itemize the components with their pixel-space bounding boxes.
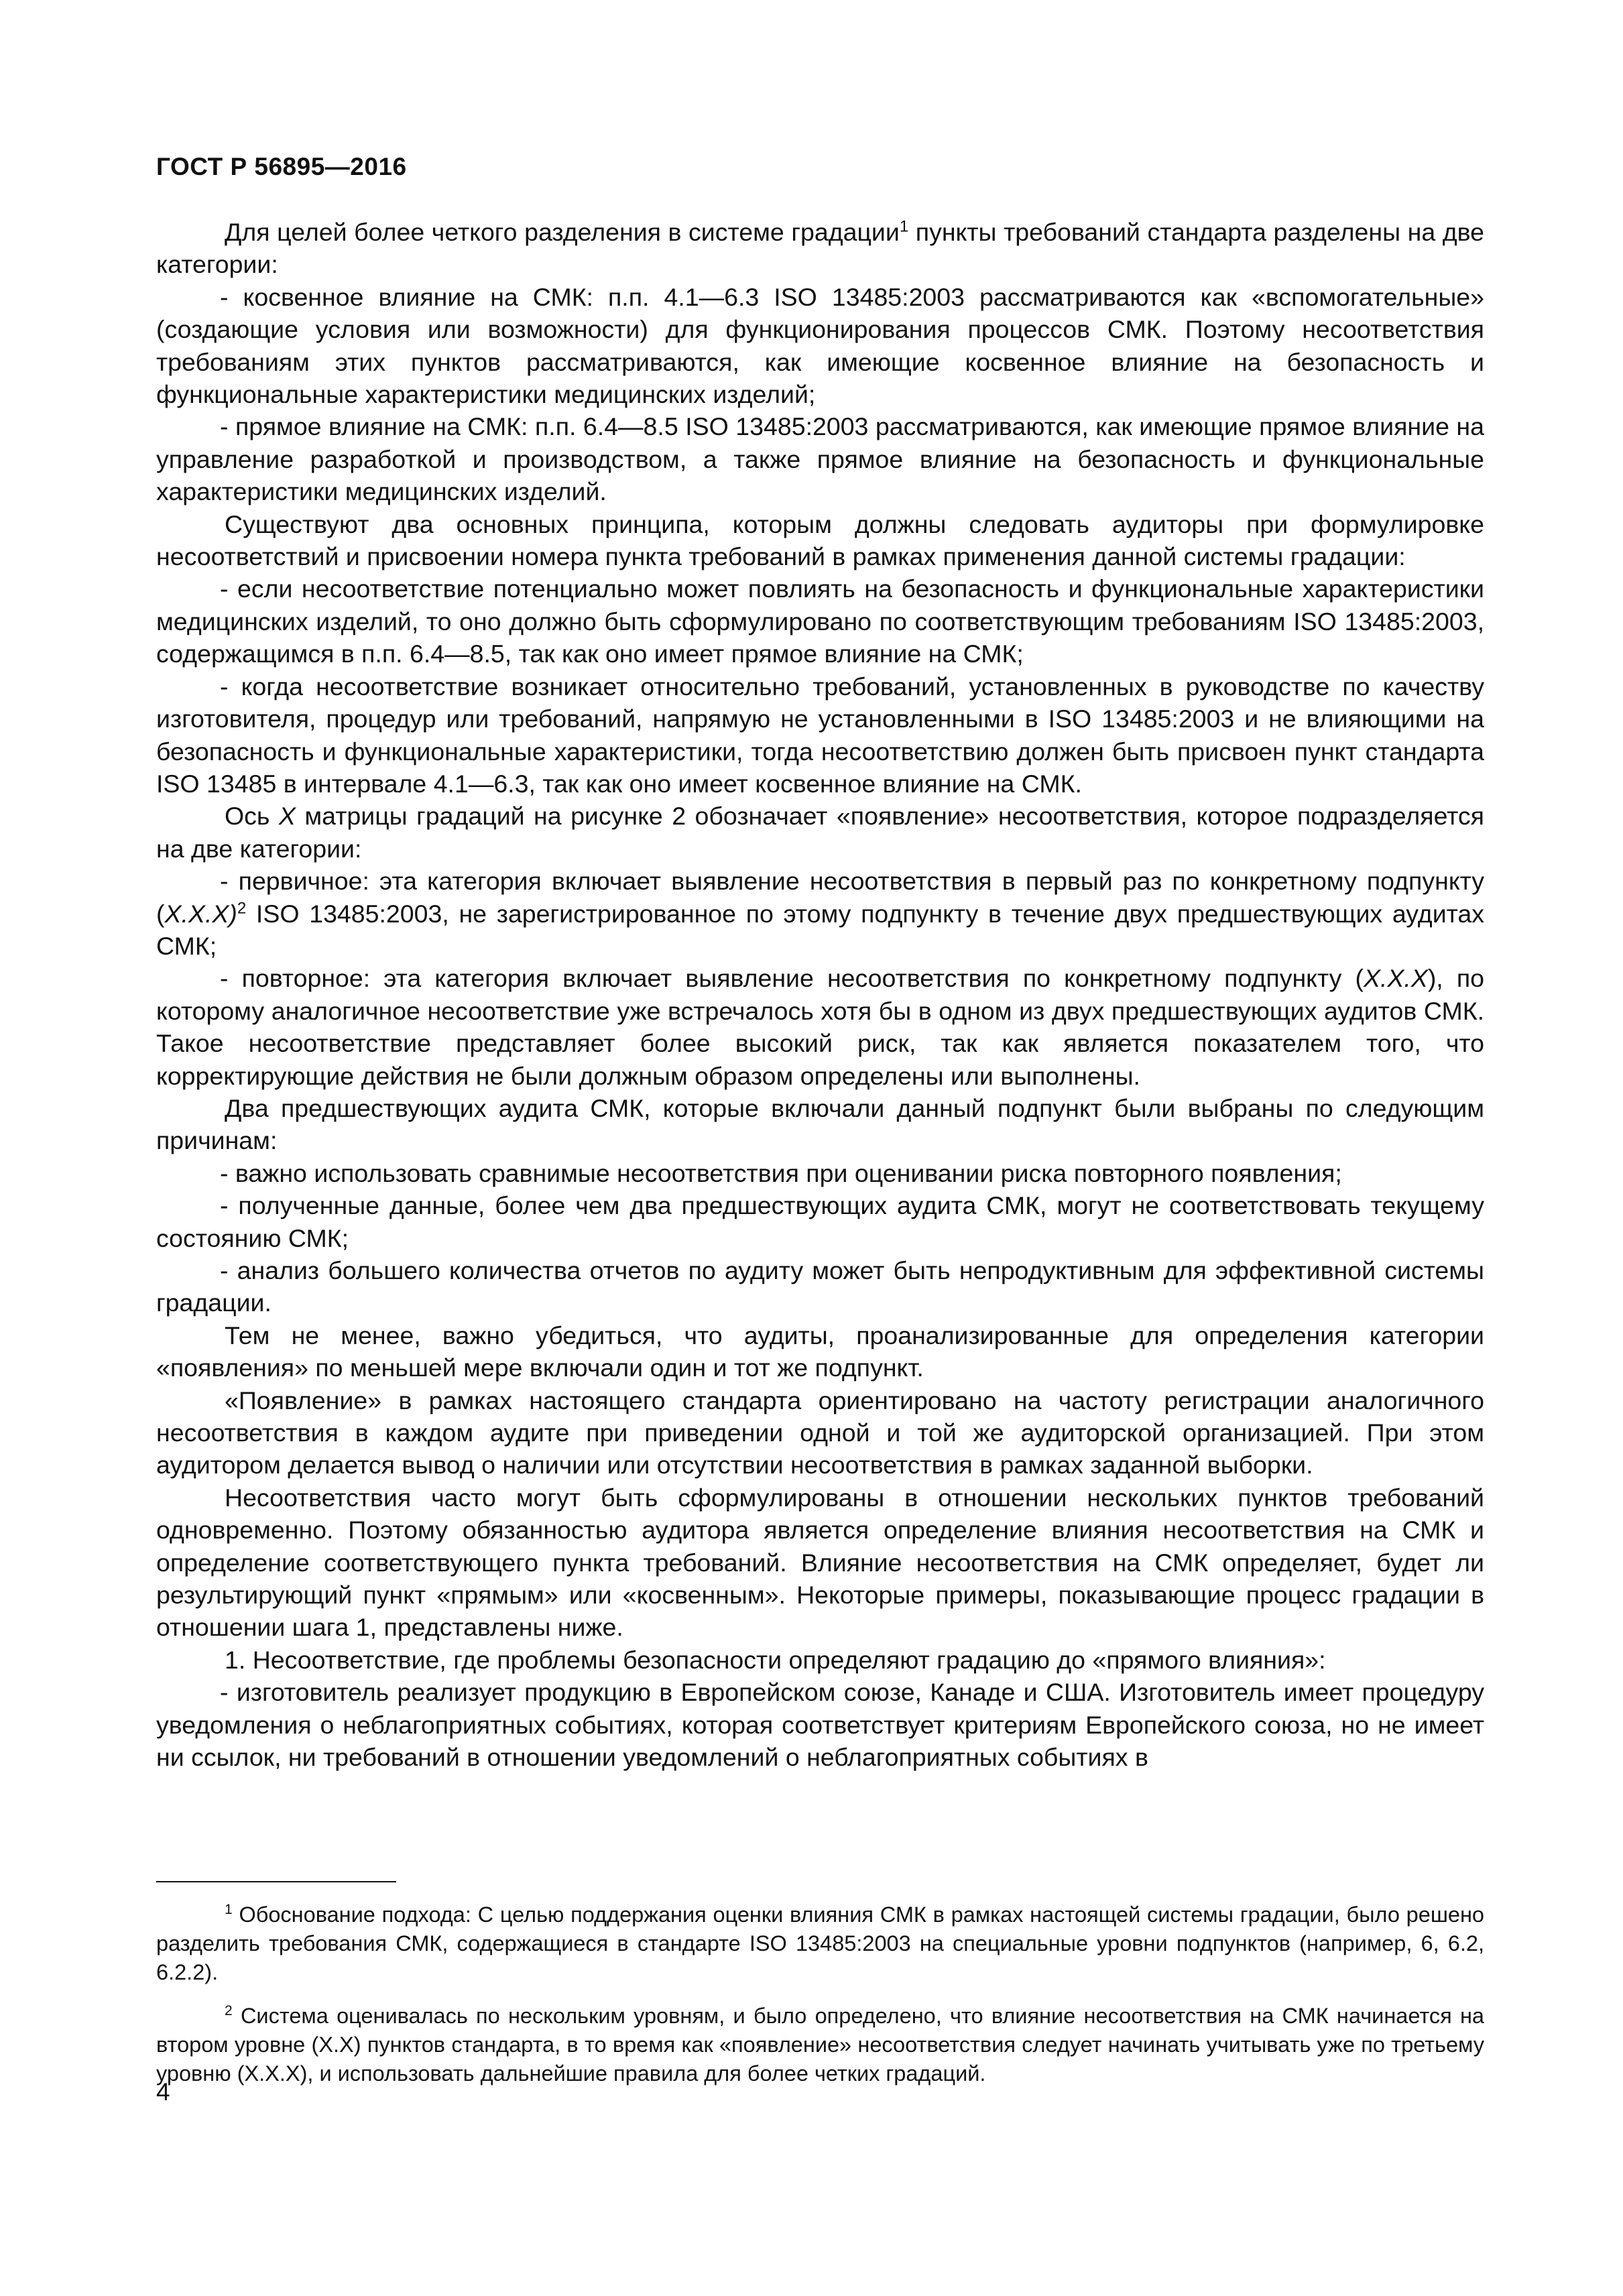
list-item-primary: [156, 865, 1484, 962]
footnote-1-text: Обоснование подхода: С целью поддержания оценки влияния СМК в рамках настоящей системы градации, было решено разделить требования СМК, содержащиеся в стандарте ISO 13485:2003 на специальные уровни подпунктов (например, 6, 6.2, 6.2.2).: [156, 1902, 1484, 1984]
footnote-ref-2[interactable]: 2: [237, 899, 247, 918]
footnote-2-number: 2: [225, 2003, 233, 2019]
footnote-ref-1[interactable]: 1: [899, 217, 909, 236]
footnote-2: [156, 2002, 1484, 2088]
paragraph-intro-text: Для целей более четкого разделения в системе градации: [225, 218, 900, 246]
list-item-indirect-influence: - косвенное влияние на СМК: п.п. 4.1—6.3 ISO 13485:2003 рассматриваются как «вспомогательные» (создающие условия или возможности) для функционирования процессов СМК. Поэтому несоответствия требованиям этих пунктов рассматриваются, как имеющие косвенное влияние на безопасность и функциональные характеристики медицинских изделий;: [156, 282, 1484, 409]
document-header: ГОСТ Р 56895—2016: [156, 153, 407, 180]
paragraph-nonconformities: Несоответствия часто могут быть сформулированы в отношении нескольких пунктов требований одновременно. Поэтому обязанностью аудитора является определение влияния несоответствия на СМК и определение соответствующего пункта требований. Влияние несоответствия на СМК определяет, будет ли результирующий пункт «прямым» или «косвенным». Некоторые примеры, показывающие процесс градации в отношении шага 1, представлены ниже.: [156, 1483, 1484, 1642]
paragraph-two-audits: Два предшествующих аудита СМК, которые включали данный подпункт были выбраны по следующим причинам:: [156, 1093, 1484, 1155]
footnote-1: [156, 1900, 1484, 1987]
paragraph-occurrence: «Появление» в рамках настоящего стандарта ориентировано на частоту регистрации аналогичного несоответствия в каждом аудите при приведении одной и той же аудиторской организацией. При этом аудитором делается вывод о наличии или отсутствии несоответствия в рамках заданной выборки.: [156, 1386, 1484, 1479]
list-item-principle-safety: - если несоответствие потенциально может повлиять на безопасность и функциональные характеристики медицинских изделий, то оно должно быть сформулировано по соответствующим требованиям ISO 13485:2003, содержащимся в п.п. 6.4—8.5, так как оно имеет прямое влияние на СМК;: [156, 575, 1484, 668]
paragraph-intro-rest: пункты требований стандарта разделены на две категории:: [156, 218, 1485, 279]
paragraph-intro: [156, 216, 1484, 281]
list-item-repeat: [156, 962, 1484, 1092]
footnote-2-text: Система оценивалась по нескольким уровням, и было определено, что влияние несоответствия на СМК начинается на втором уровне (X.X) пунктов стандарта, в то время как «появление» несоответствия следует начинать учитывать уже по третьему уровню (X.X.X), и использовать дальнейшие правила для более четких градаций.: [156, 2004, 1484, 2086]
list-item-principle-quality-manual: - когда несоответствие возникает относительно требований, установленных в руководстве по качеству изготовителя, процедур или требований, напрямую не установленными в ISO 13485:2003 и не влияющими на безопасность и функциональные характеристики, тогда несоответствию должен быть присвоен пункт стандарта ISO 13485 в интервале 4.1—6.3, так как оно имеет косвенное влияние на СМК.: [156, 672, 1484, 798]
subclause-code: X.X.X: [1363, 964, 1428, 993]
list-item-manufacturer: - изготовитель реализует продукцию в Европейском союзе, Канаде и США. Изготовитель имеет процедуру уведомления о неблагоприятных событиях, которая соответствует критериям Европейского союза, но не имеет ни ссылок, ни требований в отношении уведомлений о неблагоприятных событиях в: [156, 1678, 1484, 1772]
subclause-code: X.X.X): [164, 899, 237, 928]
paragraph-nevertheless: Тем не менее, важно убедиться, что аудиты, проанализированные для определения категории «появления» по меньшей мере включали один и тот же подпункт.: [156, 1321, 1484, 1382]
list-item-current-state: - полученные данные, более чем два предшествующих аудита СМК, могут не соответствовать текущему состоянию СМК;: [156, 1191, 1484, 1252]
footnote-1-number: 1: [225, 1902, 233, 1918]
list-item-primary-b: ISO 13485:2003, не зарегистрированное по этому подпункту в течение двух предшествующих аудитах СМК;: [156, 899, 1484, 960]
list-item-direct-influence: - прямое влияние на СМК: п.п. 6.4—8.5 ISO 13485:2003 рассматриваются, как имеющие прямое влияние на управление разработкой и производством, а также прямое влияние на безопасность и функциональные характеристики медицинских изделий.: [156, 412, 1484, 506]
numbered-item-1: 1. Несоответствие, где проблемы безопасности определяют градацию до «прямого влияния»:: [225, 1645, 1326, 1674]
paragraph-x-axis-a: Ось: [225, 802, 279, 831]
list-item-unproductive: - анализ большего количества отчетов по аудиту может быть непродуктивным для эффективной системы градации.: [156, 1256, 1484, 1317]
paragraph-x-axis: [156, 800, 1484, 865]
paragraph-principles: Существуют два основных принципа, которым должны следовать аудиторы при формулировке несоответствий и присвоении номера пункта требований в рамках применения данной системы градации:: [156, 509, 1484, 571]
list-item-comparable: - важно использовать сравнимые несоответствия при оценивании риска повторного появления;: [220, 1158, 1342, 1187]
main-body-text: [156, 216, 1484, 1774]
axis-symbol-x: X: [278, 802, 296, 831]
footnotes: [156, 1900, 1484, 2103]
page-number: 4: [156, 2078, 170, 2106]
list-item-repeat-a: - повторное: эта категория включает выявление несоответствия по конкретному подпункту (: [220, 964, 1364, 993]
list-item-primary-a: - первичное: эта категория включает выявление несоответствия в первый раз по конкретному подпункту (: [156, 867, 1484, 928]
footnote-divider: [156, 1881, 396, 1882]
list-item-repeat-b: ), по которому аналогичное несоответствие уже встречалось хотя бы в одном из двух предшествующих аудитов СМК. Такое несоответствие представляет более высокий риск, так как является показателем того, что корректирующие действия не были должным образом определены или выполнены.: [156, 964, 1484, 1090]
paragraph-x-axis-b: матрицы градаций на рисунке 2 обозначает «появление» несоответствия, которое подразделяется на две категории:: [156, 802, 1484, 863]
